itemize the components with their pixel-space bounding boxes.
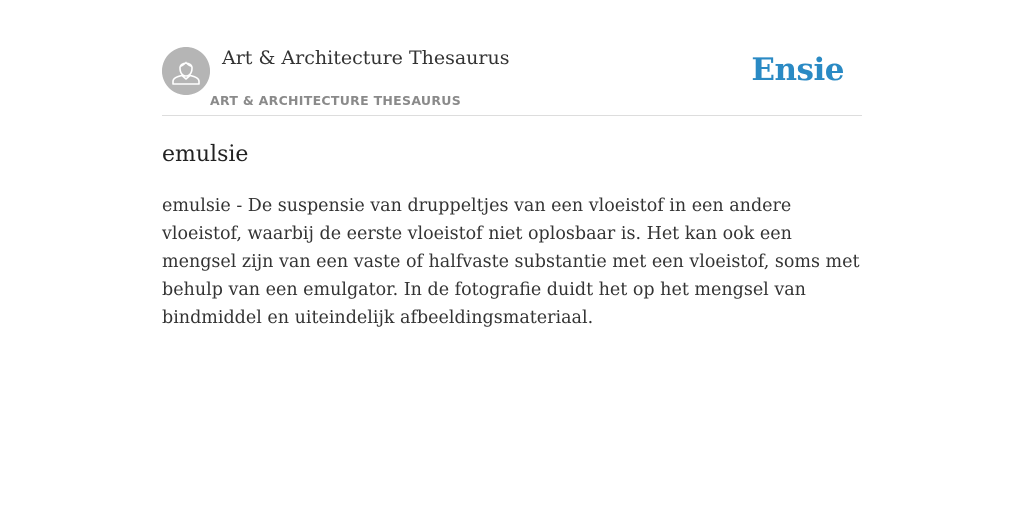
- brand-logo[interactable]: Ensie: [751, 52, 844, 88]
- author-subtitle[interactable]: ART & ARCHITECTURE THESAURUS: [210, 93, 462, 108]
- user-icon: [162, 47, 210, 95]
- avatar[interactable]: [162, 47, 210, 95]
- entry-definition: emulsie - De suspensie van druppeltjes van een vloeistof in een andere vloeistof, waarbij de eerste vloeistof niet oplosbaar is. Het kan ook een mengsel zijn van een vaste of halfvaste substantie met een vloeistof, soms met behulp van een emulgator. In de fotografie duidt het op het mengsel van bindmiddel en uiteindelijk afbeeldingsmateriaal.: [162, 196, 860, 328]
- header: [162, 0, 862, 116]
- content-container: [162, 0, 862, 332]
- author-name[interactable]: Art & Architecture Thesaurus: [222, 47, 510, 69]
- entry-term: emulsie: [162, 142, 249, 167]
